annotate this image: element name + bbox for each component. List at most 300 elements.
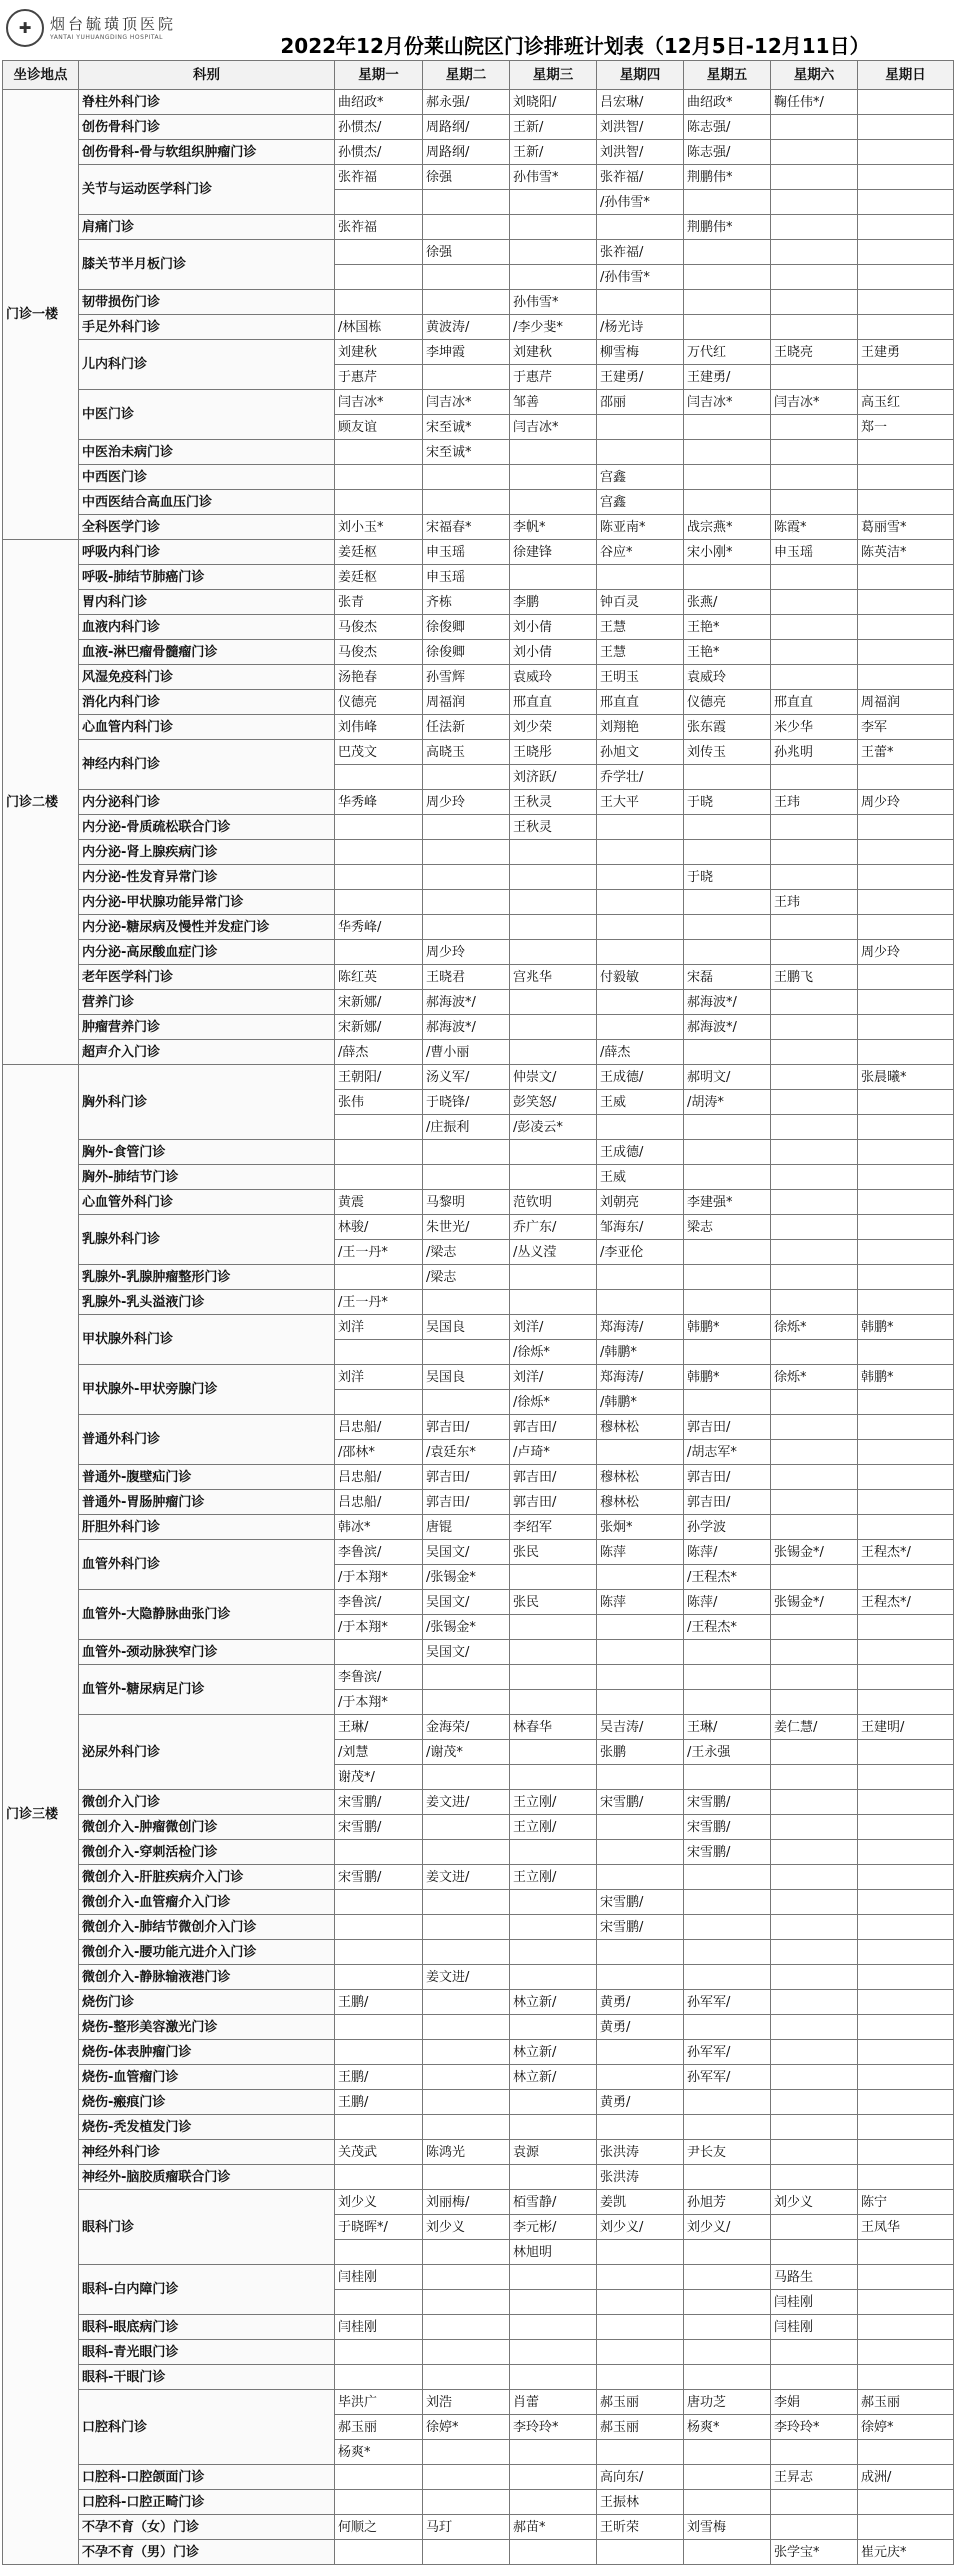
doctor-cell xyxy=(858,665,954,690)
doctor-cell xyxy=(423,1390,510,1415)
doctor-cell: 郑一 xyxy=(858,415,954,440)
doctor-cell xyxy=(771,1990,858,2015)
doctor-cell: 王晓彤 xyxy=(510,740,597,765)
doctor-cell: 张东霞 xyxy=(684,715,771,740)
doctor-cell xyxy=(423,865,510,890)
doctor-cell xyxy=(510,2115,597,2140)
doctor-cell: 郝海波*/ xyxy=(423,1015,510,1040)
doctor-cell: 王新/ xyxy=(510,140,597,165)
table-row xyxy=(3,90,954,115)
doctor-cell: /王一丹* xyxy=(335,1290,423,1315)
location-cell xyxy=(3,1065,79,2565)
doctor-cell xyxy=(858,1865,954,1890)
doctor-cell xyxy=(597,1690,684,1715)
doctor-cell: 郝玉丽 xyxy=(335,2415,423,2440)
doctor-cell: 孙惯杰/ xyxy=(335,115,423,140)
doctor-cell xyxy=(858,1340,954,1365)
table-row xyxy=(3,1815,954,1840)
doctor-cell xyxy=(771,1415,858,1440)
doctor-cell: 闫吉冰* xyxy=(684,390,771,415)
department-cell: 肿瘤营养门诊 xyxy=(79,1015,335,1040)
doctor-cell xyxy=(335,465,423,490)
doctor-cell xyxy=(335,190,423,215)
doctor-cell xyxy=(684,890,771,915)
doctor-cell: 林立新/ xyxy=(510,2065,597,2090)
doctor-cell: /李亚伦 xyxy=(597,1240,684,1265)
doctor-cell: 唐功芝 xyxy=(684,2390,771,2415)
department-cell: 微创介入-静脉输液港门诊 xyxy=(79,1965,335,1990)
doctor-cell xyxy=(771,365,858,390)
department-cell: 烧伤-血管瘤门诊 xyxy=(79,2065,335,2090)
doctor-cell: 徐俊卿 xyxy=(423,615,510,640)
doctor-cell xyxy=(597,1840,684,1865)
doctor-cell: 吴国文/ xyxy=(423,1640,510,1665)
doctor-cell xyxy=(423,365,510,390)
doctor-cell xyxy=(771,240,858,265)
doctor-cell xyxy=(423,1665,510,1690)
doctor-cell: 马俊杰 xyxy=(335,615,423,640)
doctor-cell xyxy=(684,1040,771,1065)
doctor-cell: 宋磊 xyxy=(684,965,771,990)
doctor-cell: 徐婷* xyxy=(858,2415,954,2440)
doctor-cell: /薛杰 xyxy=(335,1040,423,1065)
doctor-cell xyxy=(423,1290,510,1315)
doctor-cell xyxy=(510,2340,597,2365)
doctor-cell: /徐烁* xyxy=(510,1390,597,1415)
department-cell: 中医治未病门诊 xyxy=(79,440,335,465)
doctor-cell: 李坤霞 xyxy=(423,340,510,365)
doctor-cell: /徐烁* xyxy=(510,1340,597,1365)
doctor-cell: 郝永强/ xyxy=(423,90,510,115)
doctor-cell xyxy=(335,1140,423,1165)
doctor-cell: 韩鹏* xyxy=(858,1315,954,1340)
department-cell: 微创介入-穿刺活检门诊 xyxy=(79,1840,335,1865)
col-header: 科别 xyxy=(79,61,335,90)
doctor-cell: 徐烁* xyxy=(771,1365,858,1390)
doctor-cell xyxy=(510,1915,597,1940)
doctor-cell xyxy=(510,2315,597,2340)
doctor-cell: 王慧 xyxy=(597,615,684,640)
doctor-cell xyxy=(597,1115,684,1140)
doctor-cell: /庄振利 xyxy=(423,1115,510,1140)
doctor-cell xyxy=(335,1165,423,1190)
doctor-cell: 姜文进/ xyxy=(423,1790,510,1815)
doctor-cell xyxy=(684,1290,771,1315)
doctor-cell: 张炯* xyxy=(597,1515,684,1540)
doctor-cell xyxy=(771,2065,858,2090)
department-cell: 内分泌-骨质疏松联合门诊 xyxy=(79,815,335,840)
doctor-cell xyxy=(684,2015,771,2040)
doctor-cell: 王琳/ xyxy=(335,1715,423,1740)
col-header: 星期日 xyxy=(858,61,954,90)
doctor-cell xyxy=(684,2115,771,2140)
doctor-cell xyxy=(423,290,510,315)
doctor-cell xyxy=(858,1915,954,1940)
doctor-cell: 闫吉冰* xyxy=(423,390,510,415)
doctor-cell xyxy=(335,265,423,290)
doctor-cell xyxy=(510,1740,597,1765)
doctor-cell: 孙伟雪* xyxy=(510,290,597,315)
department-cell: 血液内科门诊 xyxy=(79,615,335,640)
doctor-cell: 柳雪梅 xyxy=(597,340,684,365)
doctor-cell: 郝海波*/ xyxy=(684,1015,771,1040)
doctor-cell: 王明玉 xyxy=(597,665,684,690)
doctor-cell xyxy=(510,465,597,490)
doctor-cell xyxy=(858,1440,954,1465)
doctor-cell: 刘洋/ xyxy=(510,1365,597,1390)
doctor-cell xyxy=(858,2340,954,2365)
doctor-cell xyxy=(684,565,771,590)
department-cell: 血液-淋巴瘤骨髓瘤门诊 xyxy=(79,640,335,665)
table-row xyxy=(3,2490,954,2515)
doctor-cell: 陈萍 xyxy=(597,1540,684,1565)
doctor-cell: 吕忠船/ xyxy=(335,1490,423,1515)
doctor-cell: 王玮 xyxy=(771,890,858,915)
table-row xyxy=(3,2365,954,2390)
department-cell: 儿内科门诊 xyxy=(79,340,335,390)
doctor-cell: 张学宝* xyxy=(771,2540,858,2565)
doctor-cell xyxy=(858,1265,954,1290)
department-cell: 乳腺外-乳腺肿瘤整形门诊 xyxy=(79,1265,335,1290)
doctor-cell: 陈志强/ xyxy=(684,140,771,165)
doctor-cell: 王振林 xyxy=(597,2490,684,2515)
department-cell: 营养门诊 xyxy=(79,990,335,1015)
doctor-cell: 于惠芹 xyxy=(335,365,423,390)
doctor-cell xyxy=(771,415,858,440)
doctor-cell: 张晨曦* xyxy=(858,1065,954,1090)
doctor-cell: 徐烁* xyxy=(771,1315,858,1340)
doctor-cell: 刘济跃/ xyxy=(510,765,597,790)
doctor-cell xyxy=(771,1465,858,1490)
department-cell: 神经内科门诊 xyxy=(79,740,335,790)
doctor-cell: 于晓 xyxy=(684,865,771,890)
doctor-cell xyxy=(858,90,954,115)
doctor-cell xyxy=(771,1065,858,1090)
doctor-cell xyxy=(771,1340,858,1365)
doctor-cell xyxy=(423,890,510,915)
table-row xyxy=(3,490,954,515)
doctor-cell: 曲绍政* xyxy=(684,90,771,115)
doctor-cell: /曹小丽 xyxy=(423,1040,510,1065)
department-cell: 口腔科-口腔颌面门诊 xyxy=(79,2465,335,2490)
doctor-cell xyxy=(858,1390,954,1415)
doctor-cell xyxy=(597,2040,684,2065)
doctor-cell xyxy=(597,2065,684,2090)
doctor-cell xyxy=(858,1090,954,1115)
doctor-cell: 林立新/ xyxy=(510,1990,597,2015)
doctor-cell xyxy=(771,265,858,290)
doctor-cell xyxy=(684,1390,771,1415)
doctor-cell: 宋雪鹏/ xyxy=(684,1840,771,1865)
table-row xyxy=(3,2465,954,2490)
doctor-cell: 宋至诚* xyxy=(423,440,510,465)
doctor-cell xyxy=(684,1890,771,1915)
doctor-cell: 黄勇/ xyxy=(597,1990,684,2015)
doctor-cell xyxy=(510,565,597,590)
doctor-cell xyxy=(771,140,858,165)
department-cell: 中医门诊 xyxy=(79,390,335,440)
doctor-cell xyxy=(510,1640,597,1665)
table-row xyxy=(3,590,954,615)
doctor-cell xyxy=(597,1765,684,1790)
table-row xyxy=(3,115,954,140)
department-cell: 心血管内科门诊 xyxy=(79,715,335,740)
doctor-cell xyxy=(510,1265,597,1290)
doctor-cell xyxy=(597,2315,684,2340)
table-row xyxy=(3,2390,954,2415)
doctor-cell: /于本翔* xyxy=(335,1615,423,1640)
doctor-cell: 战宗燕* xyxy=(684,515,771,540)
doctor-cell xyxy=(858,1240,954,1265)
doctor-cell: 袁威玲 xyxy=(684,665,771,690)
doctor-cell xyxy=(771,1765,858,1790)
doctor-cell xyxy=(597,1265,684,1290)
doctor-cell: 王晓君 xyxy=(423,965,510,990)
table-row xyxy=(3,290,954,315)
department-cell: 普通外科门诊 xyxy=(79,1415,335,1465)
doctor-cell: 李鹏 xyxy=(510,590,597,615)
doctor-cell xyxy=(684,2165,771,2190)
location-cell xyxy=(3,540,79,1065)
department-cell: 眼科-青光眼门诊 xyxy=(79,2340,335,2365)
doctor-cell: 韩冰* xyxy=(335,1515,423,1540)
doctor-cell: 关茂武 xyxy=(335,2140,423,2165)
doctor-cell xyxy=(684,765,771,790)
table-row xyxy=(3,2090,954,2115)
doctor-cell: 王玮 xyxy=(771,790,858,815)
doctor-cell: 王慧 xyxy=(597,640,684,665)
department-cell: 内分泌-糖尿病及慢性并发症门诊 xyxy=(79,915,335,940)
doctor-cell xyxy=(771,2340,858,2365)
doctor-cell: 王鹏/ xyxy=(335,2065,423,2090)
table-row xyxy=(3,390,954,415)
doctor-cell: 马玎 xyxy=(423,2515,510,2540)
table-row xyxy=(3,1065,954,1090)
department-cell: 泌尿外科门诊 xyxy=(79,1715,335,1790)
department-cell: 关节与运动医学科门诊 xyxy=(79,165,335,215)
doctor-cell xyxy=(423,2465,510,2490)
doctor-cell: 吴国良 xyxy=(423,1365,510,1390)
location-label: 门诊三楼 xyxy=(6,1807,59,1822)
doctor-cell: 张祚福 xyxy=(335,215,423,240)
table-row xyxy=(3,715,954,740)
doctor-cell xyxy=(858,265,954,290)
doctor-cell xyxy=(771,1890,858,1915)
doctor-cell: /袁廷东* xyxy=(423,1440,510,1465)
table-row xyxy=(3,790,954,815)
doctor-cell xyxy=(423,2065,510,2090)
doctor-cell xyxy=(858,2265,954,2290)
doctor-cell: 陈萍/ xyxy=(684,1590,771,1615)
doctor-cell xyxy=(771,815,858,840)
table-row xyxy=(3,1840,954,1865)
doctor-cell xyxy=(597,865,684,890)
table-row xyxy=(3,1040,954,1065)
doctor-cell: 刘少义 xyxy=(771,2190,858,2215)
table-row xyxy=(3,1465,954,1490)
doctor-cell: 孙旭文 xyxy=(597,740,684,765)
doctor-cell: 宋小刚* xyxy=(684,540,771,565)
doctor-cell xyxy=(423,1140,510,1165)
table-row xyxy=(3,815,954,840)
department-cell: 胸外-食管门诊 xyxy=(79,1140,335,1165)
doctor-cell: 邹海东/ xyxy=(597,1215,684,1240)
doctor-cell xyxy=(510,2165,597,2190)
table-row xyxy=(3,1715,954,1740)
doctor-cell: 孙军军/ xyxy=(684,2040,771,2065)
doctor-cell: 郭吉田/ xyxy=(510,1490,597,1515)
department-cell: 内分泌-甲状腺功能异常门诊 xyxy=(79,890,335,915)
doctor-cell xyxy=(771,1290,858,1315)
department-cell: 风湿免疫科门诊 xyxy=(79,665,335,690)
doctor-cell xyxy=(684,1665,771,1690)
doctor-cell xyxy=(597,1965,684,1990)
doctor-cell: 林旭明 xyxy=(510,2240,597,2265)
doctor-cell: 李娟 xyxy=(771,2390,858,2415)
doctor-cell: /刘慧 xyxy=(335,1740,423,1765)
doctor-cell: 刘雪梅 xyxy=(684,2515,771,2540)
doctor-cell: 王威 xyxy=(597,1165,684,1190)
doctor-cell xyxy=(771,1040,858,1065)
table-row xyxy=(3,2515,954,2540)
doctor-cell xyxy=(510,865,597,890)
doctor-cell: 刘洪智/ xyxy=(597,140,684,165)
doctor-cell xyxy=(858,490,954,515)
doctor-cell xyxy=(858,465,954,490)
doctor-cell xyxy=(858,315,954,340)
doctor-cell: 马俊杰 xyxy=(335,640,423,665)
doctor-cell: 乔学壮/ xyxy=(597,765,684,790)
doctor-cell xyxy=(510,1665,597,1690)
doctor-cell: 闫吉冰* xyxy=(335,390,423,415)
doctor-cell: 汤艳春 xyxy=(335,665,423,690)
doctor-cell: /梁志 xyxy=(423,1265,510,1290)
doctor-cell: 张民 xyxy=(510,1590,597,1615)
doctor-cell: 姜文进/ xyxy=(423,1965,510,1990)
doctor-cell xyxy=(858,1290,954,1315)
doctor-cell xyxy=(858,2065,954,2090)
doctor-cell: 于晓 xyxy=(684,790,771,815)
doctor-cell xyxy=(597,2340,684,2365)
doctor-cell xyxy=(335,2465,423,2490)
doctor-cell: /孙伟雪* xyxy=(597,190,684,215)
doctor-cell xyxy=(858,640,954,665)
doctor-cell: 宋新娜/ xyxy=(335,990,423,1015)
doctor-cell xyxy=(684,240,771,265)
doctor-cell: 高向东/ xyxy=(597,2465,684,2490)
doctor-cell xyxy=(858,215,954,240)
doctor-cell xyxy=(771,2015,858,2040)
doctor-cell: 孙雪辉 xyxy=(423,665,510,690)
table-row xyxy=(3,1215,954,1240)
department-cell: 胸外-肺结节门诊 xyxy=(79,1165,335,1190)
table-row xyxy=(3,165,954,190)
table-row xyxy=(3,1290,954,1315)
doctor-cell xyxy=(858,1515,954,1540)
table-row xyxy=(3,240,954,265)
doctor-cell xyxy=(510,1140,597,1165)
doctor-cell: 乔广东/ xyxy=(510,1215,597,1240)
doctor-cell xyxy=(510,215,597,240)
table-row xyxy=(3,2065,954,2090)
doctor-cell xyxy=(771,990,858,1015)
doctor-cell xyxy=(423,815,510,840)
doctor-cell: 孙旭芳 xyxy=(684,2190,771,2215)
doctor-cell: 郭吉田/ xyxy=(510,1415,597,1440)
doctor-cell: 陈宁 xyxy=(858,2190,954,2215)
doctor-cell: 于惠芹 xyxy=(510,365,597,390)
doctor-cell xyxy=(423,265,510,290)
table-row xyxy=(3,2115,954,2140)
doctor-cell: 刘少荣 xyxy=(510,715,597,740)
doctor-cell xyxy=(335,2040,423,2065)
doctor-cell xyxy=(771,1815,858,1840)
table-row xyxy=(3,1865,954,1890)
doctor-cell xyxy=(684,315,771,340)
doctor-cell: /张锡金* xyxy=(423,1615,510,1640)
doctor-cell: /卢琦* xyxy=(510,1440,597,1465)
doctor-cell: 宋新娜/ xyxy=(335,1015,423,1040)
department-cell: 韧带损伤门诊 xyxy=(79,290,335,315)
doctor-cell xyxy=(858,990,954,1015)
doctor-cell: 宫兆华 xyxy=(510,965,597,990)
doctor-cell: 吴国文/ xyxy=(423,1590,510,1615)
doctor-cell: 李军 xyxy=(858,715,954,740)
doctor-cell: 申玉瑶 xyxy=(771,540,858,565)
doctor-cell xyxy=(771,2440,858,2465)
doctor-cell xyxy=(858,2015,954,2040)
doctor-cell: 周路纲/ xyxy=(423,140,510,165)
doctor-cell xyxy=(510,265,597,290)
doctor-cell xyxy=(423,840,510,865)
doctor-cell xyxy=(858,1465,954,1490)
doctor-cell: 姜凯 xyxy=(597,2190,684,2215)
doctor-cell xyxy=(597,1865,684,1890)
doctor-cell xyxy=(423,2540,510,2565)
doctor-cell: 郝苗* xyxy=(510,2515,597,2540)
doctor-cell xyxy=(771,1940,858,1965)
doctor-cell xyxy=(510,1690,597,1715)
doctor-cell xyxy=(858,865,954,890)
department-cell: 乳腺外-乳头溢液门诊 xyxy=(79,1290,335,1315)
doctor-cell xyxy=(858,1140,954,1165)
doctor-cell: 林立新/ xyxy=(510,2040,597,2065)
doctor-cell: 张祚福/ xyxy=(597,165,684,190)
doctor-cell xyxy=(771,2365,858,2390)
doctor-cell: 吴国文/ xyxy=(423,1540,510,1565)
doctor-cell: 尹长友 xyxy=(684,2140,771,2165)
doctor-cell xyxy=(684,1865,771,1890)
doctor-cell xyxy=(858,190,954,215)
doctor-cell: 王建勇 xyxy=(858,340,954,365)
doctor-cell xyxy=(858,1965,954,1990)
doctor-cell xyxy=(335,2365,423,2390)
doctor-cell xyxy=(597,1665,684,1690)
doctor-cell xyxy=(771,1140,858,1165)
table-row xyxy=(3,2015,954,2040)
hospital-emblem-icon: ✚ xyxy=(6,9,44,47)
doctor-cell: 宋福春* xyxy=(423,515,510,540)
doctor-cell: 李鲁滨/ xyxy=(335,1665,423,1690)
doctor-cell xyxy=(771,940,858,965)
doctor-cell xyxy=(858,1015,954,1040)
doctor-cell xyxy=(858,615,954,640)
doctor-cell xyxy=(684,290,771,315)
doctor-cell xyxy=(510,840,597,865)
table-row xyxy=(3,740,954,765)
doctor-cell: /梁志 xyxy=(423,1240,510,1265)
doctor-cell xyxy=(858,2515,954,2540)
